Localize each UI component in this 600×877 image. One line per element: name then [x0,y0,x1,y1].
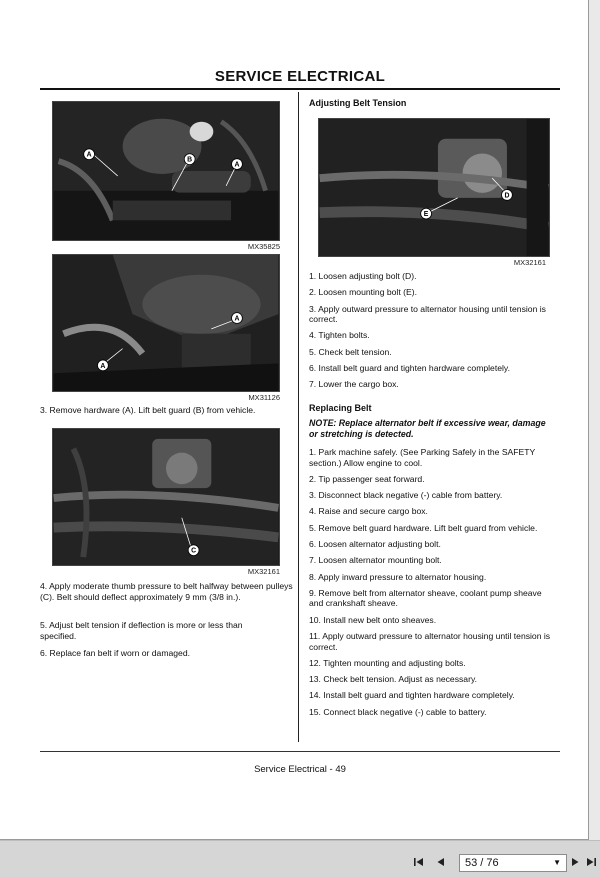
list-item: 11. Apply outward pressure to alternator housing until tension is correct. [309,631,551,652]
engine-photo-belt-guard-image [53,102,279,240]
replacing-steps-list [309,447,554,723]
list-item: 4. Tighten bolts. [309,330,370,341]
title-divider [40,88,560,90]
step-remove-hardware: 3. Remove hardware (A). Lift belt guard (B) from vehicle. [40,405,256,415]
list-item: 2. Tip passenger seat forward. [309,473,425,484]
list-item: 7. Lower the cargo box. [309,379,399,390]
list-item: 6. Loosen alternator adjusting bolt. [309,539,441,549]
step-apply-thumb-pressure: 4. Apply moderate thumb pressure to belt halfway between pulleys (C). Belt should deflect approximately 9 mm (3/8 in.). [40,581,293,602]
page-indicator: 53 / 76 [465,857,499,869]
step-adjust-belt-tension: 5. Adjust belt tension if deflection is more or less than specified. [40,620,243,641]
engine-photo-belt-deflection [52,428,280,566]
list-item: 5. Remove belt guard hardware. Lift belt guard from vehicle. [309,522,538,533]
column-divider [298,92,299,742]
engine-photo-alternator-image [319,119,549,256]
figure-id: MX31126 [248,393,280,402]
list-item: 4. Raise and secure cargo box. [309,506,428,517]
list-item: 14. Install belt guard and tighten hardware completely. [309,690,515,701]
page-title: SERVICE ELECTRICAL [214,68,386,85]
engine-photo-belt-deflection-image [53,429,279,565]
page-selector[interactable] [459,854,567,872]
replacement-note: NOTE: Replace alternator belt if excessive wear, damage or stretching is detected. [309,418,546,439]
list-item: 1. Park machine safely. (See Parking Safely in the SAFETY section.) Allow engine to cool. [309,447,536,468]
engine-photo-hardware [52,254,280,392]
list-item: 8. Apply inward pressure to alternator housing. [309,571,487,582]
previous-page-icon[interactable] [434,855,448,869]
list-item: 12. Tighten mounting and adjusting bolts. [309,657,466,668]
figure-id: MX32161 [513,258,546,267]
callout-a-label: A [234,161,240,169]
list-item: 1. Loosen adjusting bolt (D). [309,271,417,281]
first-page-icon[interactable] [412,855,426,869]
list-item: 13. Check belt tension. Adjust as necessary. [309,674,477,685]
list-item: 5. Check belt tension. [309,346,392,357]
callout-a-label: A [86,151,92,159]
page-footer: Service Electrical - 49 [254,764,346,775]
callout-a-label: A [234,315,240,323]
adjusting-steps-list [309,271,554,396]
list-item: 2. Loosen mounting bolt (E). [309,287,417,298]
footer-divider [40,751,560,752]
engine-photo-alternator [318,118,550,257]
replacing-belt-heading: Replacing Belt [309,403,372,413]
callout-d-label: D [504,192,510,200]
list-item: 3. Disconnect black negative (-) cable from battery. [309,490,503,501]
list-item: 7. Loosen alternator mounting bolt. [309,555,442,566]
pdf-viewer-toolbar [0,840,600,877]
figure-id: MX32161 [247,567,280,576]
list-item: 10. Install new belt onto sheaves. [309,614,437,625]
next-page-icon[interactable] [568,855,582,869]
adjusting-belt-tension-heading: Adjusting Belt Tension [309,98,407,108]
list-item: 9. Remove belt from alternator sheave, coolant pump sheave and crankshaft sheave. [309,587,542,609]
engine-photo-hardware-image [53,255,279,391]
figure-id: MX35825 [247,242,280,251]
step-replace-fan-belt: 6. Replace fan belt if worn or damaged. [40,648,191,658]
callout-b-label: B [187,156,193,164]
vertical-scrollbar[interactable] [589,0,600,840]
list-item: 3. Apply outward pressure to alternator housing until tension is correct. [309,303,546,325]
chevron-down-icon: ▼ [553,858,561,867]
list-item: 6. Install belt guard and tighten hardware completely. [309,363,510,373]
list-item: 15. Connect black negative (-) cable to battery. [309,706,487,717]
callout-e-label: E [423,211,429,219]
callout-c-label: C [191,547,197,555]
engine-photo-belt-guard [52,101,280,241]
callout-a-label: A [100,362,106,370]
last-page-icon[interactable] [584,855,598,869]
